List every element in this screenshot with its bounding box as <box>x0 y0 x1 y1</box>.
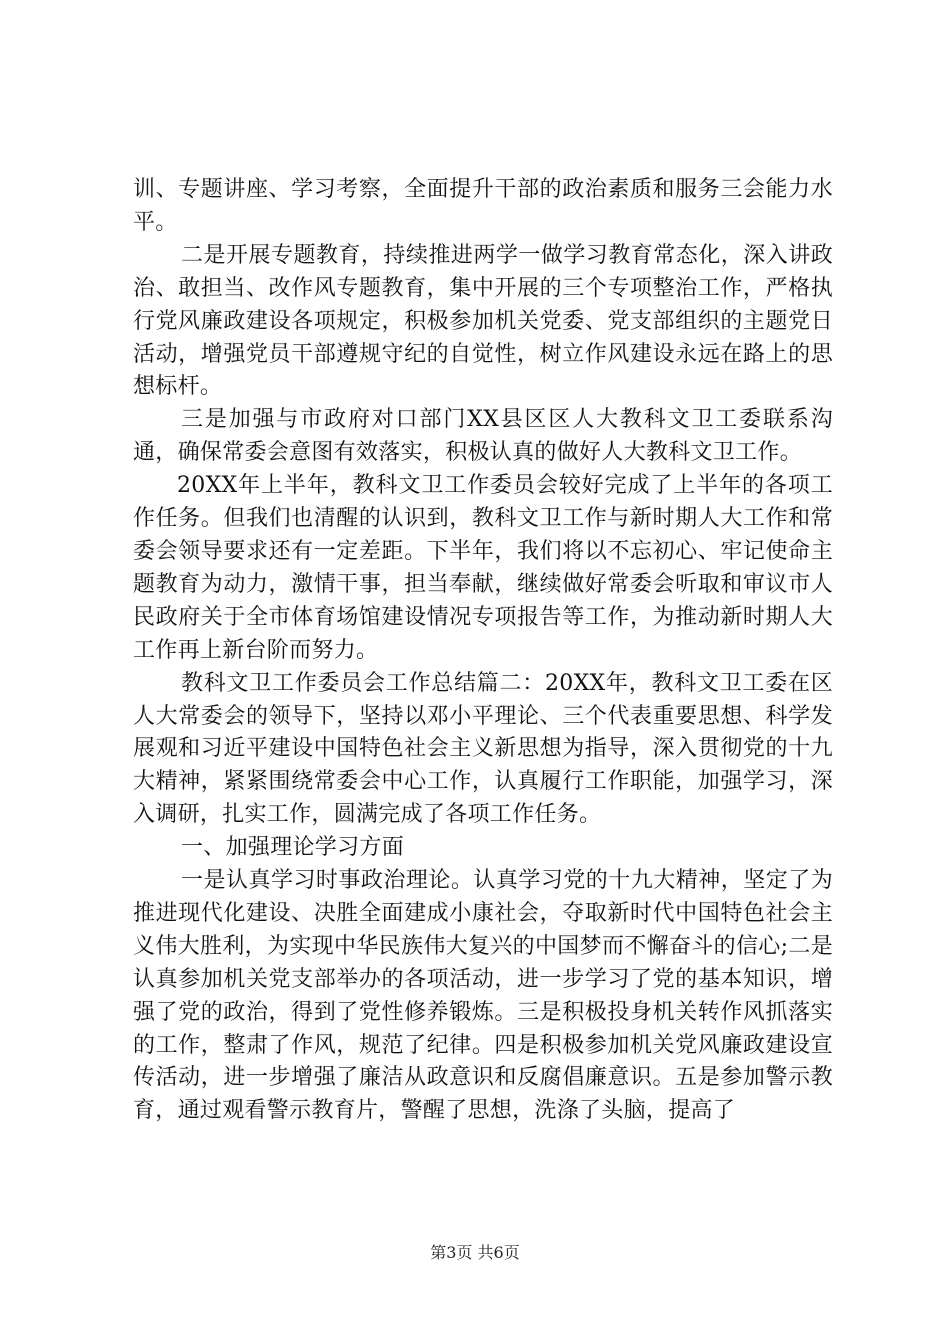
paragraph-summary-part-two: 教科文卫工作委员会工作总结篇二：20XX年，教科文卫工委在区人大常委会的领导下，坚持以邓小平理论、三个代表重要思想、科学发展观和习近平建设中国特色社会主义新思想为指导，深入贯彻党的十九大精神，紧紧围绕常委会中心工作，认真履行工作职能，加强学习，深入调研，扎实工作，圆满完成了各项工作任务。 <box>133 670 833 828</box>
document-body <box>133 174 833 1128</box>
page-number-footer: 第3页 共6页 <box>430 1243 520 1262</box>
section-heading-theory-study: 一、加强理论学习方面 <box>181 835 405 861</box>
paragraph-liaison: 三是加强与市政府对口部门XX县区区人大教科文卫工委联系沟通，确保常委会意图有效落实，积极认真的做好人大教科文卫工作。 <box>133 407 833 466</box>
paragraph-continuation: 训、专题讲座、学习考察，全面提升干部的政治素质和服务三会能力水平。 <box>133 177 833 235</box>
paragraph-half-year-summary: 20XX年上半年，教科文卫工作委员会较好完成了上半年的各项工作任务。但我们也清醒的认识到，教科文卫工作与新时期人大工作和常委会领导要求还有一定差距。下半年，我们将以不忘初心、牢记使命主题教育为动力，激情干事，担当奉献，继续做好常委会听取和审议市人民政府关于全市体育场馆建设情况专项报告等工作，为推动新时期人大工作再上新台阶而努力。 <box>133 473 833 663</box>
paragraph-special-education: 二是开展专题教育，持续推进两学一做学习教育常态化，深入讲政治、敢担当、改作风专题教育，集中开展的三个专项整治工作，严格执行党风廉政建设各项规定，积极参加机关党委、党支部组织的主题党日活动，增强党员干部遵规守纪的自觉性，树立作风建设永远在路上的思想标杆。 <box>133 242 833 400</box>
paragraph-theory-study: 一是认真学习时事政治理论。认真学习党的十九大精神，坚定了为推进现代化建设、决胜全面建成小康社会，夺取新时代中国特色社会主义伟大胜利，为实现中华民族伟大复兴的中国梦而不懈奋斗的信心;二是认真参加机关党支部举办的各项活动，进一步学习了党的基本知识，增强了党的政治，得到了党性修养锻炼。三是积极投身机关转作风抓落实的工作，整肃了作风，规范了纪律。四是积极参加机关党风廉政建设宣传活动，进一步增强了廉洁从政意识和反腐倡廉意识。五是参加警示教育，通过观看警示教育片，警醒了思想，洗涤了头脑，提高了 <box>133 868 833 1124</box>
